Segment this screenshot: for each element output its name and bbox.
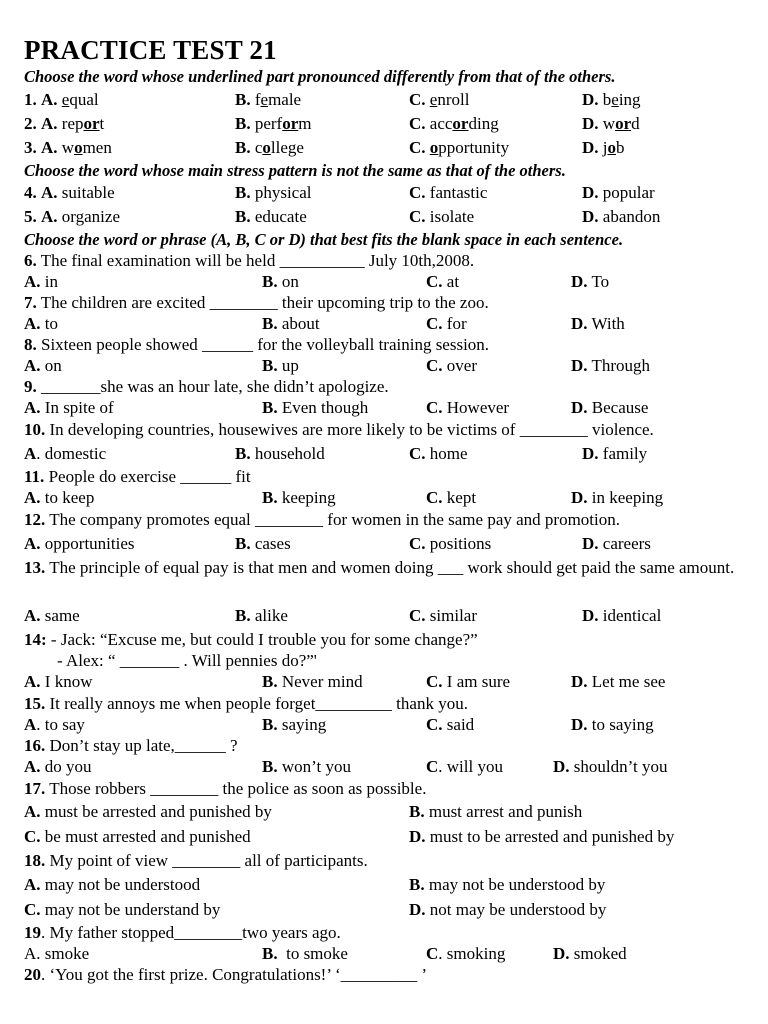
option-c-text: over bbox=[446, 356, 477, 375]
option-label-b: B. bbox=[235, 138, 251, 157]
option-a-text: suitable bbox=[61, 183, 115, 202]
option-c-text: similar bbox=[429, 606, 477, 625]
option-b-text: college bbox=[254, 138, 304, 157]
question-12-stem: 12. The company promotes equal ________ for women in the same pay and promotion. bbox=[24, 510, 620, 529]
option-c-text: opportunity bbox=[429, 138, 510, 157]
option-d-text: in keeping bbox=[591, 488, 664, 507]
question-18-stem: 18. My point of view ________ all of participants. bbox=[24, 851, 368, 870]
option-a-text: I know bbox=[44, 672, 93, 691]
option-a-text: may not be understood bbox=[44, 875, 201, 894]
option-c-text: I am sure bbox=[446, 672, 511, 691]
option-b-text: physical bbox=[254, 183, 312, 202]
option-label-a: A. bbox=[41, 114, 58, 133]
option-b-text: must arrest and punish bbox=[428, 802, 583, 821]
option-label-c: C. bbox=[409, 90, 426, 109]
underlined-part: o bbox=[74, 138, 83, 157]
underlined-part: e bbox=[61, 90, 70, 109]
option-b-text: up bbox=[281, 356, 299, 375]
option-d-text: abandon bbox=[602, 207, 661, 226]
question-6-stem: 6. The final examination will be held __________ July 10th,2008. bbox=[24, 251, 475, 270]
option-c-text: for bbox=[446, 314, 467, 333]
section-instruction-grammar: Choose the word or phrase (A, B, C or D) that best fits the blank space in each sentence. bbox=[24, 230, 624, 249]
option-b-text: cases bbox=[254, 534, 291, 553]
question-19-stem: 19. My father stopped________two years ago. bbox=[24, 923, 341, 942]
option-c-text: isolate bbox=[429, 207, 475, 226]
question-1 bbox=[24, 88, 746, 112]
option-a-text: in bbox=[44, 272, 59, 291]
option-c-text: according bbox=[429, 114, 499, 133]
option-d-text: identical bbox=[602, 606, 662, 625]
question-number: 2. bbox=[24, 114, 37, 133]
option-label-c: C. bbox=[409, 183, 426, 202]
question-18-options-row1: A. may not be understood B. may not be understood by bbox=[24, 875, 606, 894]
option-a-text: to keep bbox=[44, 488, 95, 507]
question-6-options: A. in B. on C. at D. To bbox=[24, 272, 610, 291]
option-a-text: opportunities bbox=[44, 534, 135, 553]
option-c-text: will you bbox=[446, 757, 503, 776]
option-b-text: keeping bbox=[281, 488, 336, 507]
option-d-text: With bbox=[591, 314, 625, 333]
option-label-d: D. bbox=[582, 207, 599, 226]
question-7-stem: 7. The children are excited ________ their upcoming trip to the zoo. bbox=[24, 293, 489, 312]
question-12-options: A. opportunities B. cases C. positions D. careers bbox=[24, 534, 651, 553]
question-number: 3. bbox=[24, 138, 37, 157]
option-b-text: household bbox=[254, 444, 325, 463]
question-3 bbox=[24, 136, 746, 160]
option-b-text: saying bbox=[281, 715, 327, 734]
option-label-b: B. bbox=[235, 207, 251, 226]
option-d-text: must to be arrested and punished by bbox=[429, 827, 675, 846]
question-20-stem: 20. ‘You got the first prize. Congratulations!’ ‘_________ ’ bbox=[24, 965, 428, 984]
option-a-text: same bbox=[44, 606, 80, 625]
option-label-c: C. bbox=[409, 207, 426, 226]
option-b-text: on bbox=[281, 272, 299, 291]
option-b-text: alike bbox=[254, 606, 288, 625]
option-a-text: smoke bbox=[44, 944, 90, 963]
option-label-b: B. bbox=[235, 90, 251, 109]
question-18-options-row2: C. may not be understand by D. not may be understood by bbox=[24, 900, 607, 919]
option-b-text: to smoke bbox=[286, 944, 348, 963]
option-label-a: A. bbox=[41, 138, 58, 157]
option-d-text: word bbox=[602, 114, 640, 133]
option-b-text: about bbox=[281, 314, 320, 333]
option-c-text: said bbox=[446, 715, 475, 734]
option-c-text: enroll bbox=[429, 90, 470, 109]
underlined-part: or bbox=[282, 114, 299, 133]
option-d-text: Let me see bbox=[591, 672, 666, 691]
option-a-text: do you bbox=[44, 757, 92, 776]
option-d-text: job bbox=[602, 138, 625, 157]
question-14-stem: 14: - Jack: “Excuse me, but could I trouble you for some change?” bbox=[24, 630, 478, 649]
question-13-options: A. same B. alike C. similar D. identical bbox=[24, 606, 662, 625]
question-9-options: A. In spite of B. Even though C. However D. Because bbox=[24, 398, 649, 417]
option-label-a: A. bbox=[41, 90, 58, 109]
option-label-a: A. bbox=[41, 183, 58, 202]
option-c-text: kept bbox=[446, 488, 477, 507]
option-c-text: be must arrested and punished bbox=[44, 827, 251, 846]
option-d-text: shouldn’t you bbox=[573, 757, 668, 776]
underlined-part: o bbox=[429, 138, 439, 157]
question-5 bbox=[24, 205, 746, 229]
option-label-d: D. bbox=[582, 183, 599, 202]
option-c-text: may not be understand by bbox=[44, 900, 221, 919]
question-14-reply: - Alex: “ _______ . Will pennies do?”' bbox=[57, 651, 317, 670]
option-d-text: being bbox=[602, 90, 641, 109]
question-10-options: A. domestic B. household C. home D. family bbox=[24, 444, 648, 463]
question-15-stem: 15. It really annoys me when people forget_________ thank you. bbox=[24, 694, 468, 713]
option-d-text: smoked bbox=[573, 944, 627, 963]
option-label-d: D. bbox=[582, 138, 599, 157]
option-d-text: family bbox=[602, 444, 648, 463]
underlined-part: e bbox=[260, 90, 269, 109]
option-c-text: home bbox=[429, 444, 468, 463]
option-d-text: to saying bbox=[591, 715, 654, 734]
option-d-text: Because bbox=[591, 398, 649, 417]
question-15-options: A. to say B. saying C. said D. to saying bbox=[24, 715, 654, 734]
underlined-part: o bbox=[262, 138, 271, 157]
option-d-text: To bbox=[591, 272, 610, 291]
option-c-text: at bbox=[446, 272, 460, 291]
underlined-part: or bbox=[615, 114, 632, 133]
underlined-part: or bbox=[452, 114, 469, 133]
underlined-part: e bbox=[429, 90, 438, 109]
option-label-b: B. bbox=[235, 183, 251, 202]
option-label-d: D. bbox=[582, 114, 599, 133]
section-instruction-pronunciation: Choose the word whose underlined part pronounced differently from that of the others. bbox=[24, 67, 616, 86]
option-a-text: equal bbox=[61, 90, 99, 109]
section-instruction-stress: Choose the word whose main stress pattern is not the same as that of the others. bbox=[24, 161, 566, 180]
option-d-text: not may be understood by bbox=[429, 900, 607, 919]
question-17-stem: 17. Those robbers ________ the police as soon as possible. bbox=[24, 779, 427, 798]
option-d-text: popular bbox=[602, 183, 655, 202]
option-c-text: positions bbox=[429, 534, 492, 553]
option-a-text: on bbox=[44, 356, 62, 375]
option-label-d: D. bbox=[582, 90, 599, 109]
page-title: PRACTICE TEST 21 bbox=[24, 35, 277, 65]
option-label-b: B. bbox=[235, 114, 251, 133]
option-a-text: must be arrested and punished by bbox=[44, 802, 272, 821]
option-b-text: won’t you bbox=[281, 757, 351, 776]
question-8-stem: 8. Sixteen people showed ______ for the volleyball training session. bbox=[24, 335, 490, 354]
question-7-options: A. to B. about C. for D. With bbox=[24, 314, 625, 333]
option-d-text: careers bbox=[602, 534, 651, 553]
question-2 bbox=[24, 112, 746, 136]
question-13-stem: 13. The principle of equal pay is that men and women doing ___ work should get paid the same amount. bbox=[24, 558, 735, 577]
option-b-text: perform bbox=[254, 114, 312, 133]
option-b-text: may not be understood by bbox=[428, 875, 606, 894]
option-a-text: women bbox=[61, 138, 112, 157]
option-a-text: to say bbox=[44, 715, 85, 734]
underlined-part: o bbox=[607, 138, 617, 157]
question-16-options: A. do you B. won’t you C. will you D. shouldn’t you bbox=[24, 757, 668, 776]
option-a-text: report bbox=[61, 114, 105, 133]
option-b-text: Never mind bbox=[281, 672, 363, 691]
underlined-part: or bbox=[83, 114, 100, 133]
option-label-c: C. bbox=[409, 114, 426, 133]
option-c-text: However bbox=[446, 398, 510, 417]
question-19-options: A. smoke B. to smoke C. smoking D. smoked bbox=[24, 944, 627, 963]
question-11-options: A. to keep B. keeping C. kept D. in keeping bbox=[24, 488, 664, 507]
option-label-a: A. bbox=[41, 207, 58, 226]
question-14-options: A. I know B. Never mind C. I am sure D. Let me see bbox=[24, 672, 666, 691]
question-8-options: A. on B. up C. over D. Through bbox=[24, 356, 651, 375]
option-label-c: C. bbox=[409, 138, 426, 157]
option-b-text: educate bbox=[254, 207, 307, 226]
question-17-options-row1: A. must be arrested and punished by B. must arrest and punish bbox=[24, 802, 583, 821]
option-a-text: to bbox=[44, 314, 59, 333]
question-17-options-row2: C. be must arrested and punished D. must to be arrested and punished by bbox=[24, 827, 675, 846]
question-number: 1. bbox=[24, 90, 37, 109]
option-a-text: domestic bbox=[44, 444, 107, 463]
question-4 bbox=[24, 181, 746, 205]
question-16-stem: 16. Don’t stay up late,______ ? bbox=[24, 736, 238, 755]
question-11-stem: 11. People do exercise ______ fit bbox=[24, 467, 251, 486]
underlined-part: e bbox=[611, 90, 619, 109]
option-d-text: Through bbox=[591, 356, 651, 375]
question-9-stem: 9. _______she was an hour late, she didn’t apologize. bbox=[24, 377, 389, 396]
worksheet bbox=[24, 34, 746, 985]
question-number: 5. bbox=[24, 207, 37, 226]
question-10-stem: 10. In developing countries, housewives are more likely to be victims of ________ violence. bbox=[24, 420, 654, 439]
option-a-text: organize bbox=[61, 207, 120, 226]
option-c-text: fantastic bbox=[429, 183, 488, 202]
option-b-text: female bbox=[254, 90, 302, 109]
question-number: 4. bbox=[24, 183, 37, 202]
option-a-text: In spite of bbox=[44, 398, 114, 417]
option-c-text: smoking bbox=[446, 944, 506, 963]
option-b-text: Even though bbox=[281, 398, 369, 417]
